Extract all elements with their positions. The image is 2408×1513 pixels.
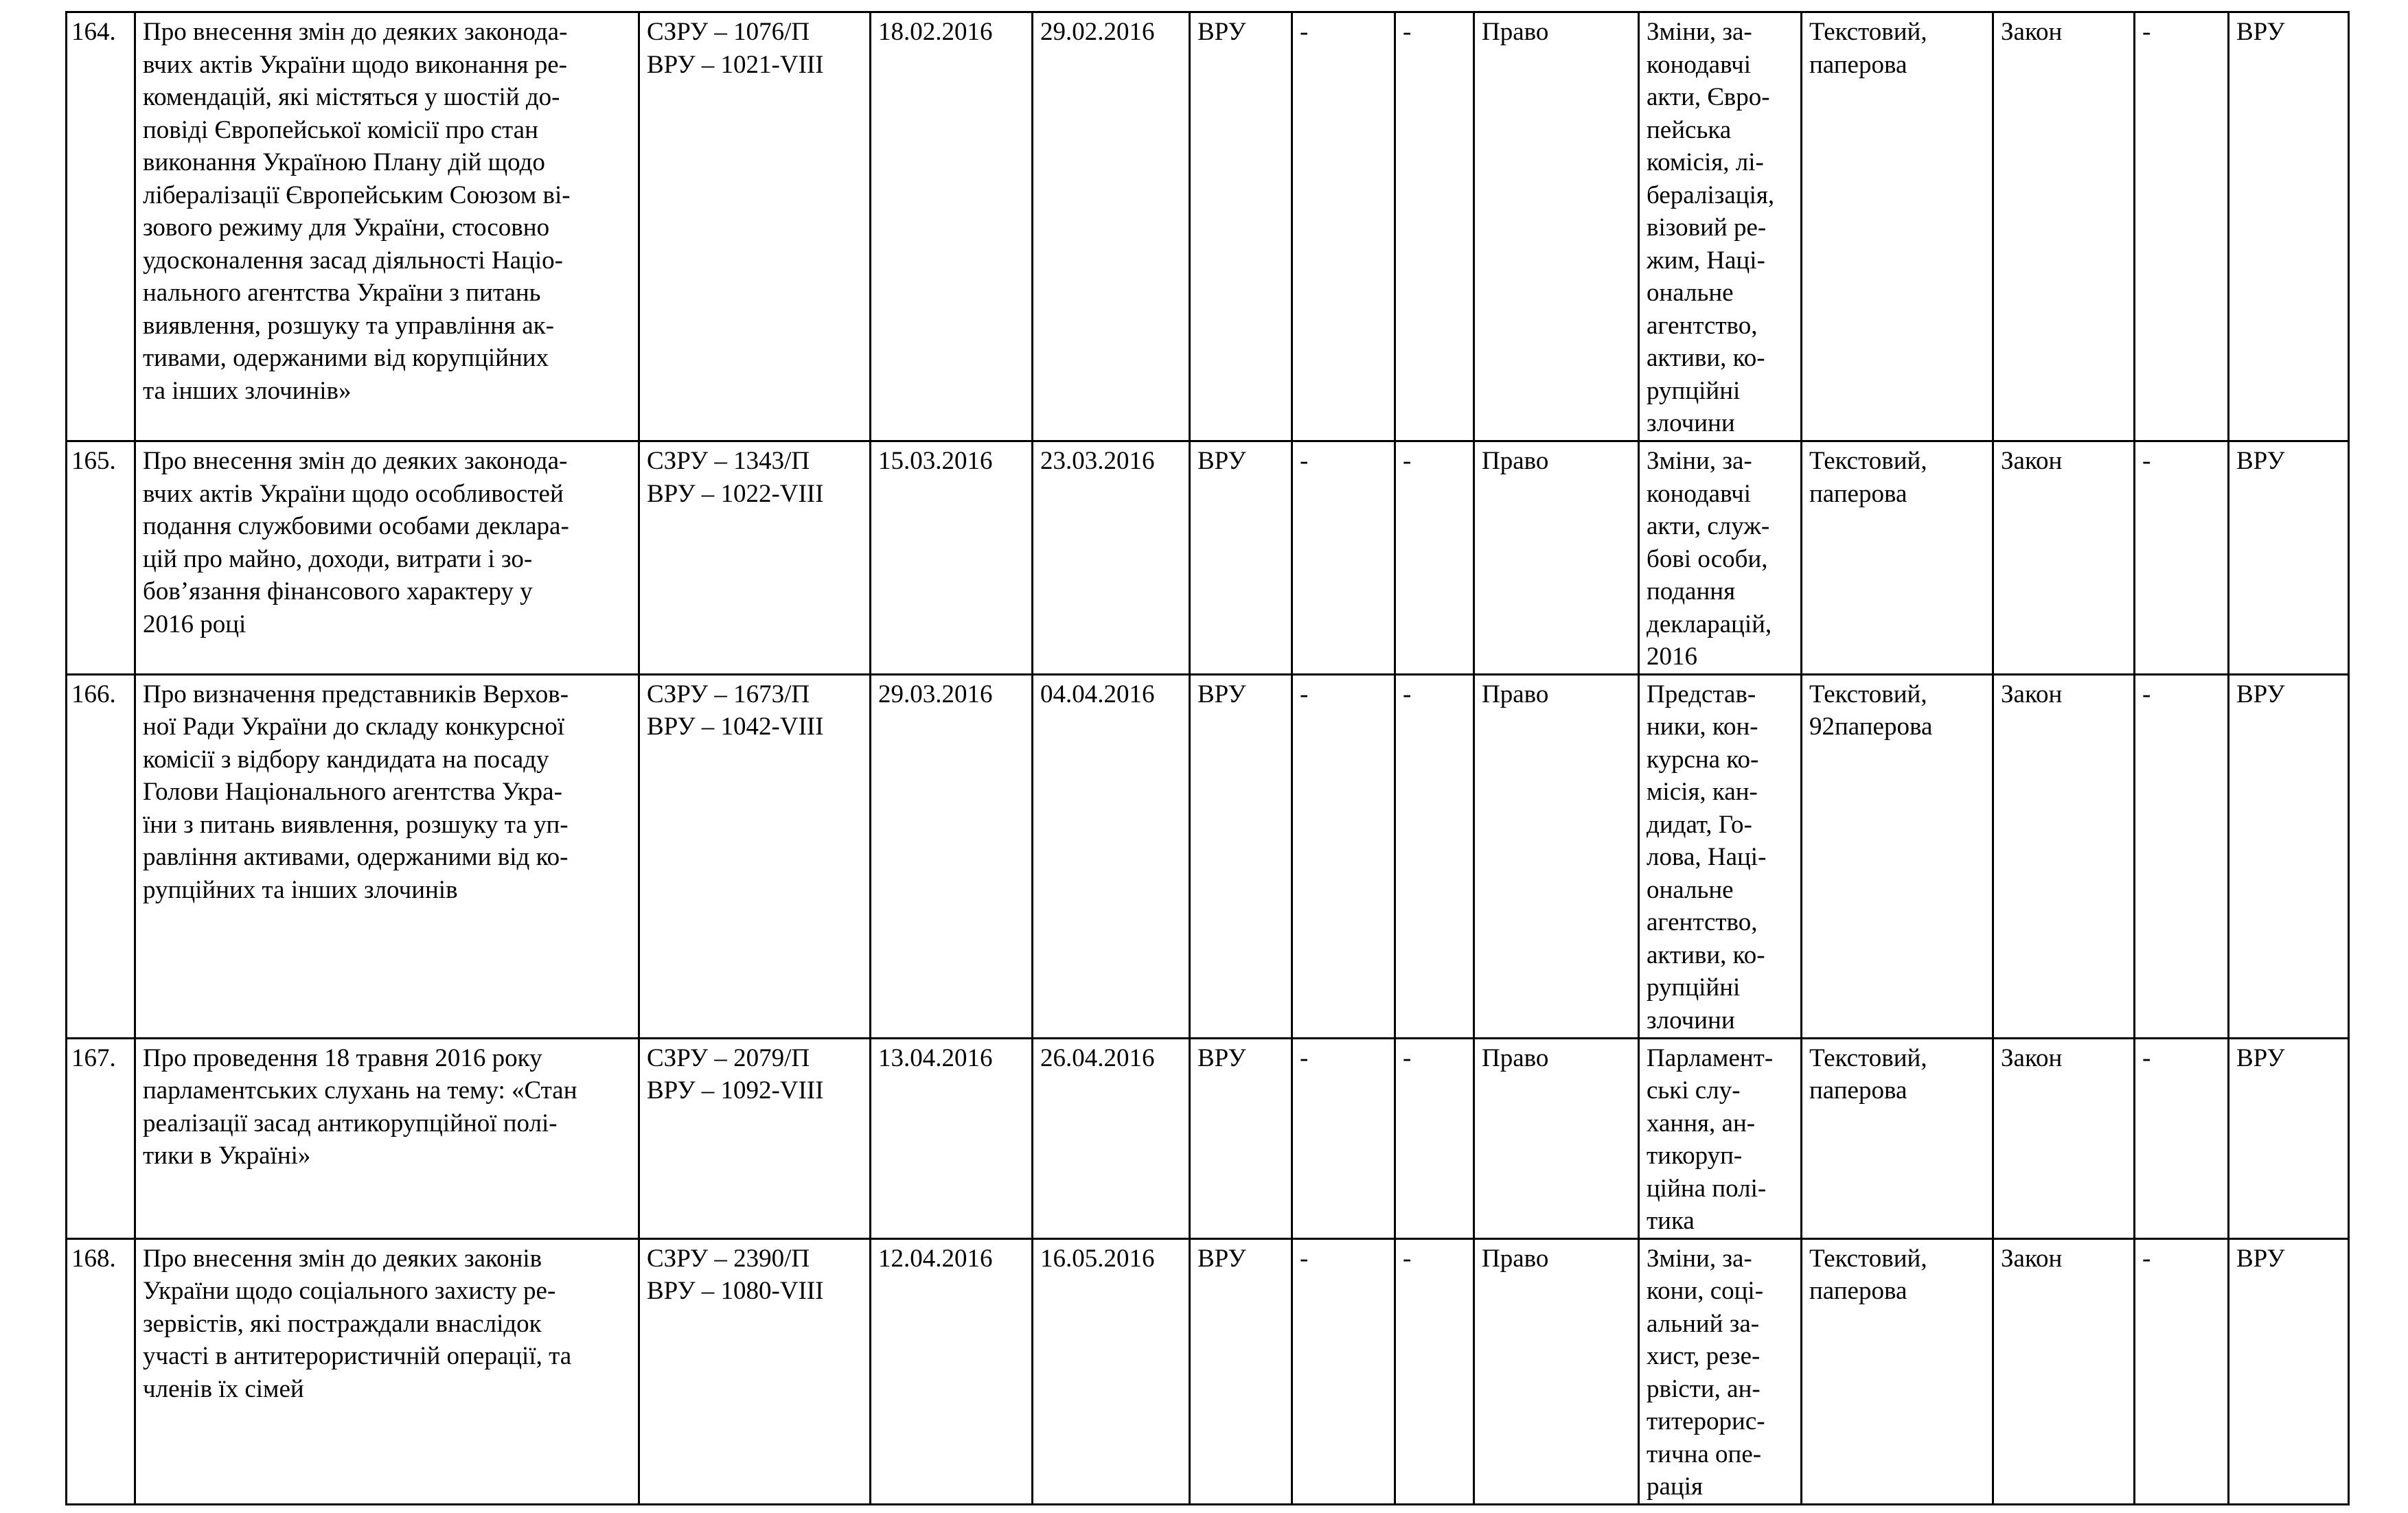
document-branch: Право xyxy=(1474,674,1639,1038)
document-title: Про внесення змін до деяких законів України щодо соціального захисту ре- зервістів, які постраждали внаслідок участі в антитерористичній операції, та членів їх сімей xyxy=(135,1238,639,1504)
column-8-value: - xyxy=(1395,1038,1474,1238)
document-branch: Право xyxy=(1474,12,1639,441)
document-keywords: Парламент- ські слу- хання, ан- тикоруп- ційна полі- тика xyxy=(1639,1038,1802,1238)
table-row xyxy=(67,1238,2349,1504)
table-row xyxy=(67,441,2349,675)
column-13-value: - xyxy=(2135,1238,2229,1504)
document-source: СЗРУ – 1076/П ВРУ – 1021-VIII xyxy=(639,12,871,441)
column-7-value: - xyxy=(1292,1038,1395,1238)
document-title: Про визначення представників Верхов- ної Ради України до складу конкурсної комісії з відбору кандидата на посаду Голови Національного агентства Укра- їни з питань виявлення, розшуку та уп- равління активами, одержаними від ко- рупційних та інших злочинів xyxy=(135,674,639,1038)
document-author: ВРУ xyxy=(1190,12,1292,441)
row-number: 167. xyxy=(67,1038,135,1238)
row-number: 164. xyxy=(67,12,135,441)
document-type: Закон xyxy=(1993,12,2135,441)
document-title: Про проведення 18 травня 2016 року парламентських слухань на тему: «Стан реалізації засад антикорупційної полі- тики в Україні» xyxy=(135,1038,639,1238)
column-7-value: - xyxy=(1292,1238,1395,1504)
document-form: Текстовий, 92паперова xyxy=(1802,674,1993,1038)
table-row xyxy=(67,12,2349,441)
document-source: СЗРУ – 2079/П ВРУ – 1092-VIII xyxy=(639,1038,871,1238)
column-7-value: - xyxy=(1292,441,1395,675)
date-published: 04.04.2016 xyxy=(1033,674,1190,1038)
document-branch: Право xyxy=(1474,1038,1639,1238)
date-adopted: 15.03.2016 xyxy=(871,441,1033,675)
table-row xyxy=(67,1038,2349,1238)
documents-registry-table xyxy=(65,11,2350,1505)
document-title: Про внесення змін до деяких законода- вчих актів України щодо виконання ре- комендацій, які містяться у шостій до- повіді Європейської комісії про стан виконання Україною Плану дій щодо лібералізації Європейським Союзом ві- зового режиму для України, стосовно удосконалення засад діяльності Націо- нального агентства України з питань виявлення, розшуку та управління ак- тивами, одержаними від корупційних та інших злочинів» xyxy=(135,12,639,441)
column-13-value: - xyxy=(2135,1038,2229,1238)
document-holder: ВРУ xyxy=(2229,1238,2349,1504)
column-7-value: - xyxy=(1292,674,1395,1038)
date-published: 29.02.2016 xyxy=(1033,12,1190,441)
document-title: Про внесення змін до деяких законода- вчих актів України щодо особливостей подання службовими особами деклара- цій про майно, доходи, витрати і зо- бов’язання фінансового характеру у 2016 році xyxy=(135,441,639,675)
column-8-value: - xyxy=(1395,441,1474,675)
date-adopted: 29.03.2016 xyxy=(871,674,1033,1038)
column-8-value: - xyxy=(1395,12,1474,441)
document-keywords: Зміни, за- конодавчі акти, служ- бові особи, подання декларацій, 2016 xyxy=(1639,441,1802,675)
column-8-value: - xyxy=(1395,1238,1474,1504)
document-keywords: Зміни, за- кони, соці- альний за- хист, резе- рвісти, ан- титерорис- тична опе- рація xyxy=(1639,1238,1802,1504)
date-adopted: 12.04.2016 xyxy=(871,1238,1033,1504)
column-7-value: - xyxy=(1292,12,1395,441)
row-number: 168. xyxy=(67,1238,135,1504)
document-source: СЗРУ – 1673/П ВРУ – 1042-VIII xyxy=(639,674,871,1038)
document-form: Текстовий, паперова xyxy=(1802,441,1993,675)
document-author: ВРУ xyxy=(1190,674,1292,1038)
date-published: 26.04.2016 xyxy=(1033,1038,1190,1238)
document-branch: Право xyxy=(1474,1238,1639,1504)
date-adopted: 18.02.2016 xyxy=(871,12,1033,441)
column-13-value: - xyxy=(2135,441,2229,675)
document-author: ВРУ xyxy=(1190,441,1292,675)
date-published: 23.03.2016 xyxy=(1033,441,1190,675)
date-published: 16.05.2016 xyxy=(1033,1238,1190,1504)
document-author: ВРУ xyxy=(1190,1038,1292,1238)
document-type: Закон xyxy=(1993,1038,2135,1238)
document-holder: ВРУ xyxy=(2229,1038,2349,1238)
document-source: СЗРУ – 2390/П ВРУ – 1080-VIII xyxy=(639,1238,871,1504)
document-source: СЗРУ – 1343/П ВРУ – 1022-VIII xyxy=(639,441,871,675)
document-holder: ВРУ xyxy=(2229,441,2349,675)
document-type: Закон xyxy=(1993,674,2135,1038)
document-type: Закон xyxy=(1993,1238,2135,1504)
document-holder: ВРУ xyxy=(2229,674,2349,1038)
document-form: Текстовий, паперова xyxy=(1802,1038,1993,1238)
document-author: ВРУ xyxy=(1190,1238,1292,1504)
document-keywords: Представ- ники, кон- курсна ко- місія, кан- дидат, Го- лова, Наці- ональне агентство, активи, ко- рупційні злочини xyxy=(1639,674,1802,1038)
document-form: Текстовий, паперова xyxy=(1802,1238,1993,1504)
table-row xyxy=(67,674,2349,1038)
document-form: Текстовий, паперова xyxy=(1802,12,1993,441)
document-keywords: Зміни, за- конодавчі акти, Євро- пейська комісія, лі- бералізація, візовий ре- жим, Наці- ональне агентство, активи, ко- рупційні злочини xyxy=(1639,12,1802,441)
row-number: 165. xyxy=(67,441,135,675)
row-number: 166. xyxy=(67,674,135,1038)
document-type: Закон xyxy=(1993,441,2135,675)
document-branch: Право xyxy=(1474,441,1639,675)
date-adopted: 13.04.2016 xyxy=(871,1038,1033,1238)
column-13-value: - xyxy=(2135,12,2229,441)
document-holder: ВРУ xyxy=(2229,12,2349,441)
column-8-value: - xyxy=(1395,674,1474,1038)
column-13-value: - xyxy=(2135,674,2229,1038)
